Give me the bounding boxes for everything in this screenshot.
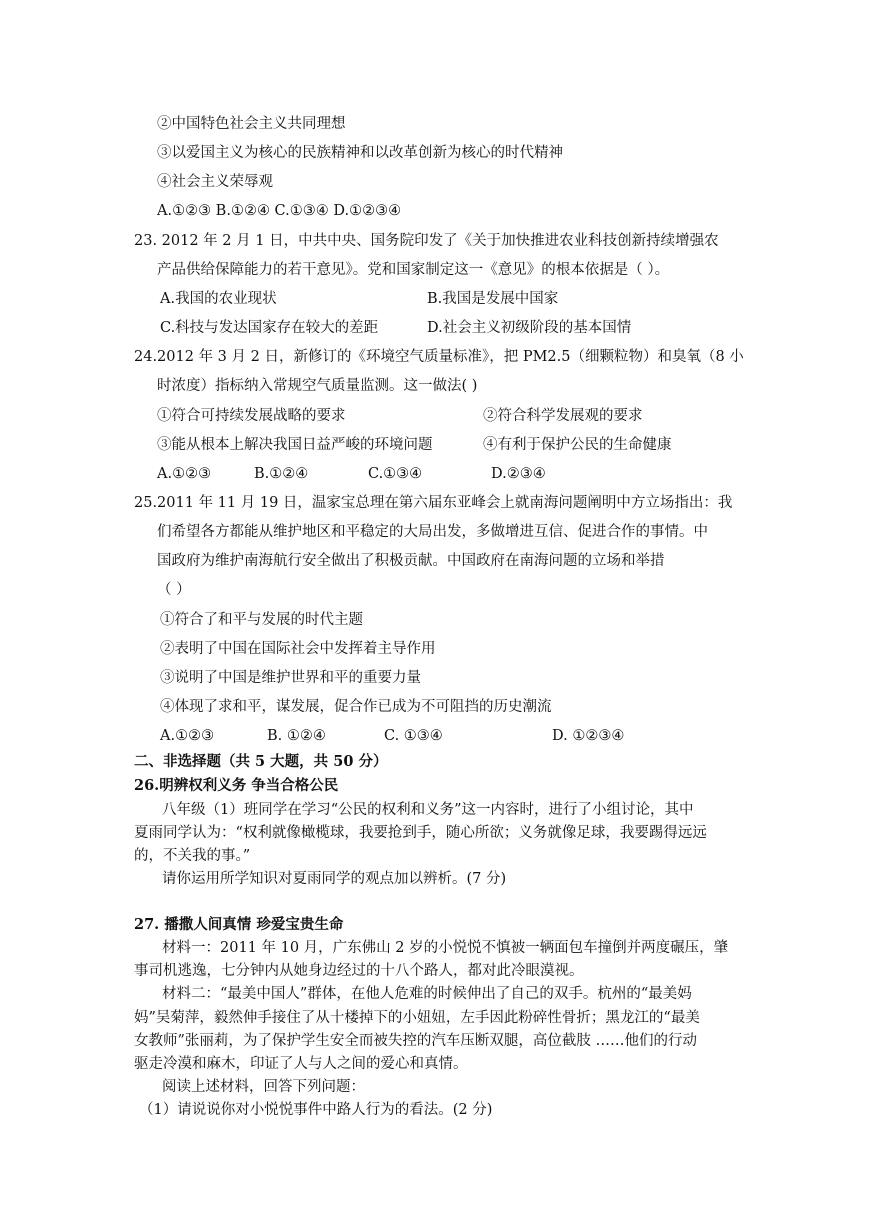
q25-stem-line2: 们希望各方都能从维护地区和平稳定的大局出发，多做增进互信、促进合作的事情。中 (157, 524, 708, 540)
q25-stem-line4: （ ） (157, 582, 191, 598)
q27-instruction: 阅读上述材料，回答下列问题： (162, 1079, 365, 1095)
q26-paragraph-line1: 八年级（1）班同学在学习“公民的权利和义务”这一内容时，进行了小组讨论，其中 (162, 802, 694, 818)
q24-option-1: ①符合可持续发展战略的要求 (157, 408, 346, 424)
section-heading: 二、非选择题（共 5 大题，共 50 分） (134, 753, 388, 770)
q23-stem-line2: 产品供给保障能力的若干意见》。党和国家制定这一《意见》的根本依据是（ ）。 (157, 262, 670, 278)
q27-title: 27. 播撒人间真情 珍爱宝贵生命 (134, 916, 344, 933)
q23-choice-c: C.科技与发达国家存在较大的差距 (160, 320, 379, 336)
q22-option-4: ④社会主义荣辱观 (157, 174, 273, 190)
q24-choice-c: C.①③④ (368, 466, 423, 482)
q27-material2-line2: 妈”吴菊萍，毅然伸手接住了从十楼掉下的小妞妞，左手因此粉碎性骨折；黑龙江的“最美 (134, 1010, 700, 1026)
q23-choice-b: B.我国是发展中国家 (427, 291, 559, 307)
q26-prompt: 请你运用所学知识对夏雨同学的观点加以辨析。(7 分) (162, 871, 507, 887)
q23-choice-d: D.社会主义初级阶段的基本国情 (427, 320, 632, 336)
q25-option-1: ①符合了和平与发展的时代主题 (160, 612, 363, 628)
q24-choice-a: A.①②③ (157, 466, 212, 482)
q25-option-4: ④体现了求和平，谋发展，促合作已成为不可阻挡的历史潮流 (160, 699, 552, 715)
q25-choice-a: A.①②③ (160, 728, 215, 744)
q24-choice-b: B.①②④ (254, 466, 309, 482)
q22-option-3: ③以爱国主义为核心的民族精神和以改革创新为核心的时代精神 (157, 145, 563, 161)
q23-stem-line1: 23. 2012 年 2 月 1 日，中共中央、国务院印发了《关于加快推进农业科技创新持续增强农 (134, 233, 719, 249)
q27-material1-line2: 事司机逃逸，七分钟内从她身边经过的十八个路人，都对此冷眼漠视。 (134, 963, 584, 979)
q26-paragraph-line3: 的，不关我的事。” (134, 848, 251, 864)
q24-option-4: ④有利于保护公民的生命健康 (483, 437, 672, 453)
q27-material2-line4: 驱走冷漠和麻木，印证了人与人之间的爱心和真情。 (134, 1056, 468, 1072)
q25-stem-line1: 25.2011 年 11 月 19 日，温家宝总理在第六届东亚峰会上就南海问题阐明中方立场指出：我 (134, 495, 733, 511)
q24-stem-line1: 24.2012 年 3 月 2 日，新修订的《环境空气质量标准》，把 PM2.5（细颗粒物）和臭氧（8 小 (134, 349, 744, 365)
q24-option-3: ③能从根本上解决我国日益严峻的环境问题 (157, 437, 433, 453)
q27-material2-line1: 材料二：“最美中国人”群体，在他人危难的时候伸出了自己的双手。杭州的“最美妈 (162, 986, 692, 1002)
q27-subquestion-1: （1）请说说你对小悦悦事件中路人行为的看法。(2 分) (139, 1102, 493, 1118)
q25-choice-b: B. ①②④ (267, 728, 326, 744)
q27-material2-line3: 女教师”张丽莉，为了保护学生安全而被失控的汽车压断双腿，高位截肢 ……他们的行动 (134, 1033, 698, 1049)
q22-choices: A.①②③ B.①②④ C.①③④ D.①②③④ (157, 203, 402, 219)
q26-title: 26.明辨权利义务 争当合格公民 (134, 777, 339, 794)
q25-choice-d: D. ①②③④ (552, 728, 625, 744)
q24-stem-line2: 时浓度）指标纳入常规空气质量监测。这一做法( ) (157, 378, 478, 394)
q25-choice-c: C. ①③④ (384, 728, 443, 744)
q26-paragraph-line2: 夏雨同学认为：“权利就像橄榄球，我要抢到手，随心所欲；义务就像足球，我要踢得远远 (134, 825, 707, 841)
q25-option-2: ②表明了中国在国际社会中发挥着主导作用 (160, 641, 436, 657)
q23-choice-a: A.我国的农业现状 (160, 291, 277, 307)
q22-option-2: ②中国特色社会主义共同理想 (157, 116, 346, 132)
q25-option-3: ③说明了中国是维护世界和平的重要力量 (160, 670, 421, 686)
q27-material1-line1: 材料一：2011 年 10 月，广东佛山 2 岁的小悦悦不慎被一辆面包车撞倒并两度碾压，肇 (162, 940, 729, 956)
q24-option-2: ②符合科学发展观的要求 (483, 408, 643, 424)
q25-stem-line3: 国政府为维护南海航行安全做出了积极贡献。中国政府在南海问题的立场和举措 (157, 553, 665, 569)
q24-choice-d: D.②③④ (491, 466, 546, 482)
